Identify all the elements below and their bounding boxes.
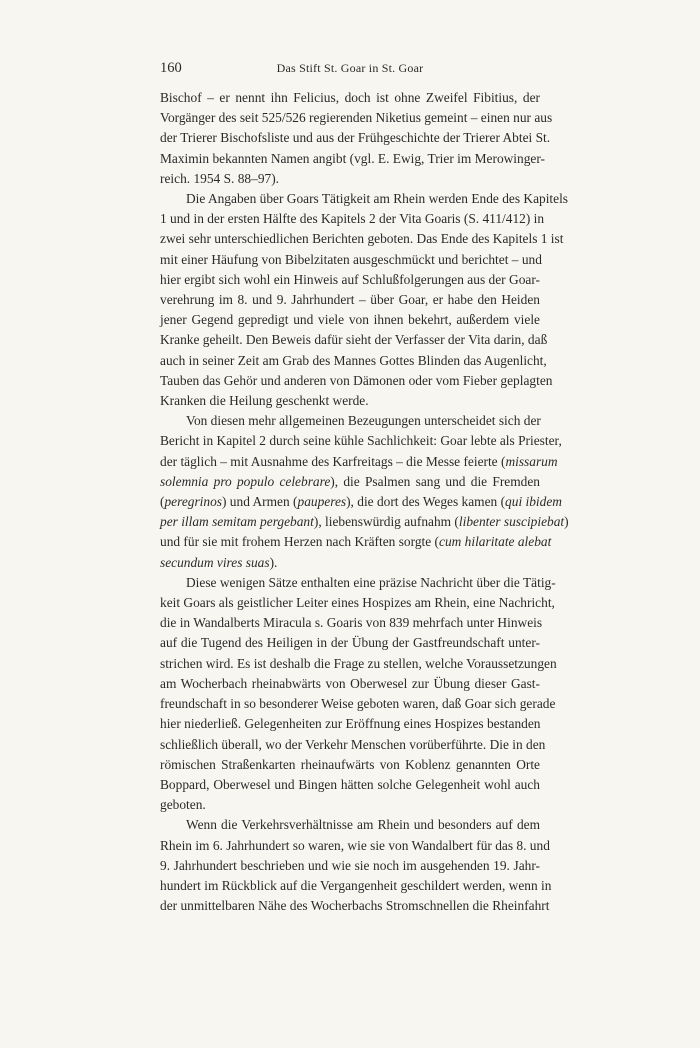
- paragraph: [160, 411, 569, 573]
- text-line: römischen Straßenkarten rheinaufwärts von Koblenz genannten Orte: [160, 756, 540, 772]
- text-line: solemnia pro populo celebrare), die Psalmen sang und die Fremden: [160, 473, 540, 489]
- text-line: Bericht in Kapitel 2 durch seine kühle Sachlichkeit: Goar lebte als Priester,: [160, 433, 562, 449]
- text-line: Die Angaben über Goars Tätigkeit am Rhein werden Ende des Kapitels: [186, 191, 569, 207]
- paragraph: [160, 815, 552, 916]
- text-line: Boppard, Oberwesel und Bingen hätten solche Gelegenheit wohl auch: [160, 776, 540, 792]
- text-line: Kranken die Heilung geschenkt werde.: [160, 393, 369, 409]
- text-line: am Wocherbach rheinabwärts von Oberwesel zur Übung dieser Gast-: [160, 675, 540, 691]
- page-header: [160, 60, 540, 80]
- text-line: reich. 1954 S. 88–97).: [160, 170, 280, 186]
- text-line: mit einer Häufung von Bibelzitaten ausgeschmückt und berichtet – und: [160, 251, 542, 267]
- text-line: verehrung im 8. und 9. Jahrhundert – über Goar, er habe den Heiden: [160, 292, 540, 308]
- text-line: secundum vires suas).: [160, 554, 278, 570]
- text-line: Maximin bekannten Namen angibt (vgl. E. Ewig, Trier im Merowinger-: [160, 150, 546, 166]
- page-number: 160: [160, 60, 182, 76]
- text-line: und für sie mit frohem Herzen nach Kräften sorgte (cum hilaritate alebat: [160, 534, 552, 550]
- text-line: (peregrinos) und Armen (pauperes), die dort des Weges kamen (qui ibidem: [160, 494, 562, 510]
- text-line: Tauben das Gehör und anderen von Dämonen oder vom Fieber geplagten: [160, 372, 553, 388]
- text-line: Wenn die Verkehrsverhältnisse am Rhein und besonders auf dem: [186, 817, 540, 833]
- text-line: auch in seiner Zeit am Grab des Mannes Gottes Blinden das Augenlicht,: [160, 352, 547, 368]
- text-line: Diese wenigen Sätze enthalten eine präzise Nachricht über die Tätig-: [186, 574, 556, 590]
- text-line: keit Goars als geistlicher Leiter eines Hospizes am Rhein, eine Nachricht,: [160, 595, 555, 611]
- text-line: strichen wird. Es ist deshalb die Frage zu stellen, welche Voraussetzungen: [160, 655, 557, 671]
- paragraph: [160, 573, 557, 815]
- text-line: hier niederließ. Gelegenheiten zur Eröffnung eines Hospizes bestanden: [160, 716, 541, 732]
- text-line: per illam semitam pergebant), liebenswürdig aufnahm (libenter suscipiebat): [160, 514, 569, 530]
- text-line: auf die Tugend des Heiligen in der Übung der Gastfreundschaft unter-: [160, 635, 540, 651]
- text-line: 9. Jahrhundert beschrieben und wie sie noch im ausgehenden 19. Jahr-: [160, 857, 540, 873]
- text-line: Kranke geheilt. Den Beweis dafür sieht der Verfasser der Vita darin, daß: [160, 332, 548, 348]
- text-line: freundschaft in so besonderer Weise geboten waren, daß Goar sich gerade: [160, 696, 556, 712]
- text-line: jener Gegend gepredigt und viele von ihnen bekehrt, außerdem viele: [160, 312, 540, 328]
- paragraph: [160, 189, 569, 411]
- text-line: 1 und in der ersten Hälfte des Kapitels 2 der Vita Goaris (S. 411/412) in: [160, 211, 545, 227]
- text-line: schließlich überall, wo der Verkehr Menschen vorüberführte. Die in den: [160, 736, 546, 752]
- text-line: Vorgänger des seit 525/526 regierenden Niketius gemeint – einen nur aus: [160, 110, 553, 126]
- text-line: geboten.: [160, 797, 206, 813]
- text-line: Rhein im 6. Jahrhundert so waren, wie sie von Wandalbert für das 8. und: [160, 837, 550, 853]
- paragraph: [160, 88, 553, 189]
- text-line: zwei sehr unterschiedlichen Berichten geboten. Das Ende des Kapitels 1 ist: [160, 231, 564, 247]
- body-text: [160, 88, 569, 916]
- text-line: Bischof – er nennt ihn Felicius, doch ist ohne Zweifel Fibitius, der: [160, 90, 540, 105]
- text-line: Von diesen mehr allgemeinen Bezeugungen unterscheidet sich der: [186, 413, 541, 429]
- text-line: der täglich – mit Ausnahme des Karfreitags – die Messe feierte (missarum: [160, 453, 558, 469]
- text-line: hundert im Rückblick auf die Vergangenheit geschildert werden, wenn in: [160, 877, 552, 893]
- text-line: die in Wandalberts Miracula s. Goaris von 839 mehrfach unter Hinweis: [160, 615, 543, 631]
- text-line: der Trierer Bischofsliste und aus der Frühgeschichte der Trierer Abtei St.: [160, 130, 551, 146]
- text-line: hier ergibt sich wohl ein Hinweis auf Schlußfolgerungen aus der Goar-: [160, 271, 540, 287]
- text-line: der unmittelbaren Nähe des Wocherbachs Stromschnellen die Rheinfahrt: [160, 898, 550, 914]
- running-title: Das Stift St. Goar in St. Goar: [276, 61, 424, 75]
